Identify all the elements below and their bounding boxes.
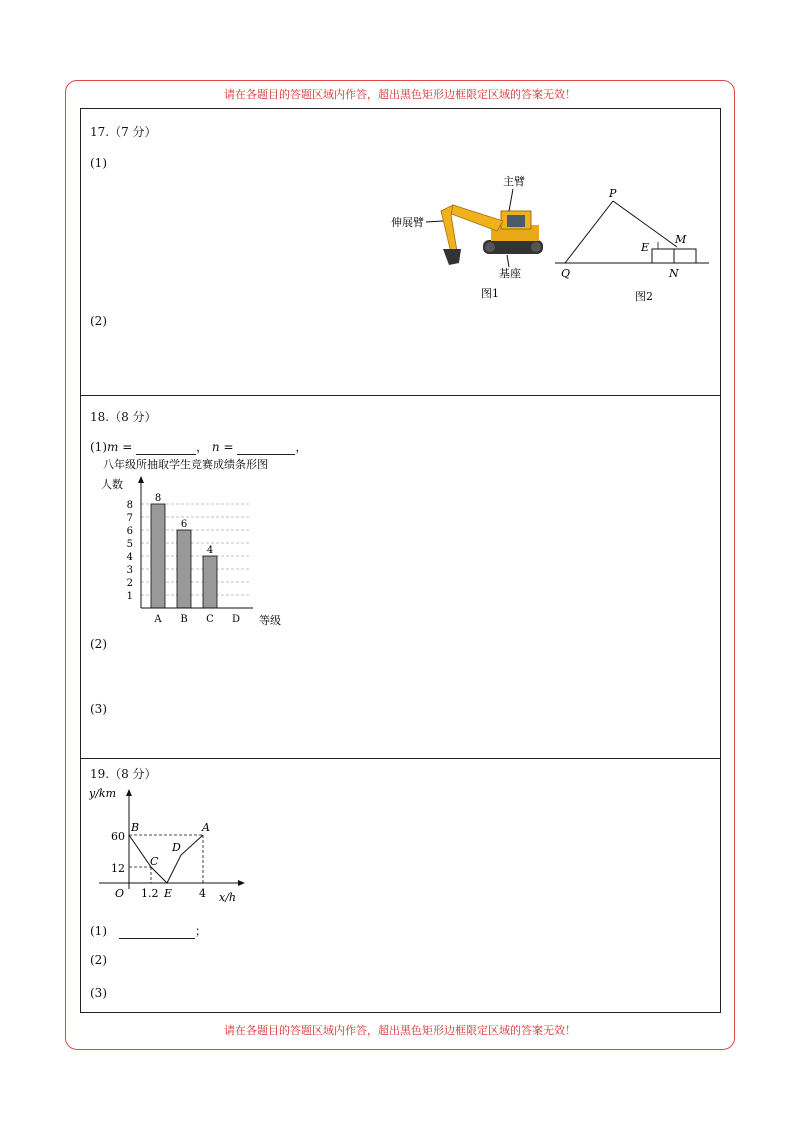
q19-part1-label: (1) — [90, 924, 107, 938]
x-tick-label-C: C — [206, 614, 214, 625]
x-tick-label-B: B — [180, 614, 188, 625]
n-label: n = — [211, 440, 234, 454]
label-base: 基座 — [499, 267, 521, 280]
y-tick-label-7: 7 — [126, 513, 133, 524]
q18-part1-line — [90, 438, 307, 455]
y-tick-label-3: 3 — [126, 565, 133, 576]
chart-title: 八年级所抽取学生竞赛成绩条形图 — [103, 458, 268, 471]
pointer-base — [507, 255, 509, 267]
y-tick-label-6: 6 — [126, 526, 133, 537]
q18-part1-label: (1) — [90, 440, 107, 454]
warning-bottom: 请在各题目的答题区域内作答，超出黑色矩形边框限定区域的答案无效！ — [224, 1024, 576, 1037]
comma-1: ， — [196, 440, 209, 454]
bar-chart — [91, 458, 311, 636]
q17-answer-box[interactable] — [80, 108, 721, 396]
geometry-figure — [553, 185, 713, 307]
point-Q-label: Q — [561, 267, 571, 280]
warning-top: 请在各题目的答题区域内作答，超出黑色矩形边框限定区域的答案无效！ — [224, 88, 576, 101]
fig1-caption: 图1 — [481, 287, 499, 300]
q18-part2-label: (2) — [90, 637, 107, 651]
excavator-figure — [391, 175, 551, 305]
pointer-main-arm — [509, 189, 513, 211]
q18-title: 18.（8 分） — [90, 410, 157, 424]
graph-y-arrow — [126, 789, 132, 796]
excavator-illustration — [441, 205, 543, 265]
comma-2: ， — [295, 440, 308, 454]
graph-xlabel: x/h — [219, 891, 236, 904]
tick-12: 12 — [111, 862, 125, 875]
x-tick-label-D: D — [231, 614, 241, 625]
point-A: A — [202, 821, 210, 834]
q19-part2-label: (2) — [90, 953, 107, 967]
data-label-B: 6 — [180, 519, 188, 530]
y-tick-label-1: 1 — [126, 591, 133, 602]
q19-answer-box[interactable] — [80, 758, 721, 1013]
label-main-arm: 主臂 — [503, 175, 525, 188]
chart-ylabel: 人数 — [101, 478, 123, 491]
bar-C — [203, 556, 217, 608]
bar-A — [151, 504, 165, 608]
x-tick-label-A: A — [154, 614, 162, 625]
q17-title: 17.（7 分） — [90, 125, 157, 139]
label-boom-arm: 伸展臂 — [391, 216, 424, 229]
y-tick-label-2: 2 — [126, 578, 133, 589]
y-tick-label-8: 8 — [126, 500, 133, 511]
q19-title: 19.（8 分） — [90, 767, 157, 781]
q19-part1-line — [90, 922, 207, 939]
distance-time-graph — [89, 785, 259, 907]
point-B: B — [131, 821, 140, 834]
y-tick-label-5: 5 — [126, 539, 133, 550]
pointer-boom-arm — [426, 221, 443, 222]
graph-polyline — [129, 835, 203, 883]
data-label-C: 4 — [206, 545, 214, 556]
graph-origin: O — [115, 887, 125, 900]
point-N-label: N — [669, 267, 679, 280]
q18-answer-box[interactable] — [80, 395, 721, 759]
point-D: D — [172, 841, 181, 854]
n-answer-blank[interactable] — [237, 442, 295, 455]
m-answer-blank[interactable] — [136, 442, 196, 455]
m-label: m = — [107, 440, 133, 454]
chart-xlabel: 等级 — [259, 614, 281, 627]
q19-part3-label: (3) — [90, 986, 107, 1000]
y-tick-label-4: 4 — [126, 552, 133, 563]
point-E: E — [164, 887, 173, 900]
point-C: C — [150, 855, 159, 868]
point-M-label: M — [675, 233, 687, 246]
tick-1-2: 1.2 — [141, 887, 159, 900]
tick-60: 60 — [111, 830, 125, 843]
data-label-A: 8 — [154, 493, 162, 504]
bar-B — [177, 530, 191, 608]
y-axis-arrow — [138, 476, 144, 483]
q17-part1-label: (1) — [90, 156, 107, 170]
q18-part3-label: (3) — [90, 702, 107, 716]
fig2-caption: 图2 — [635, 290, 653, 303]
segment-QP — [565, 201, 613, 263]
q19-part1-blank[interactable] — [119, 926, 195, 939]
q19-part1-end: ； — [194, 924, 207, 938]
q17-part2-label: (2) — [90, 314, 107, 328]
graph-x-arrow — [238, 880, 245, 886]
point-E-label: E — [641, 241, 650, 254]
tick-4: 4 — [199, 887, 206, 900]
graph-ylabel: y/km — [89, 787, 117, 800]
point-P-label: P — [609, 187, 617, 200]
